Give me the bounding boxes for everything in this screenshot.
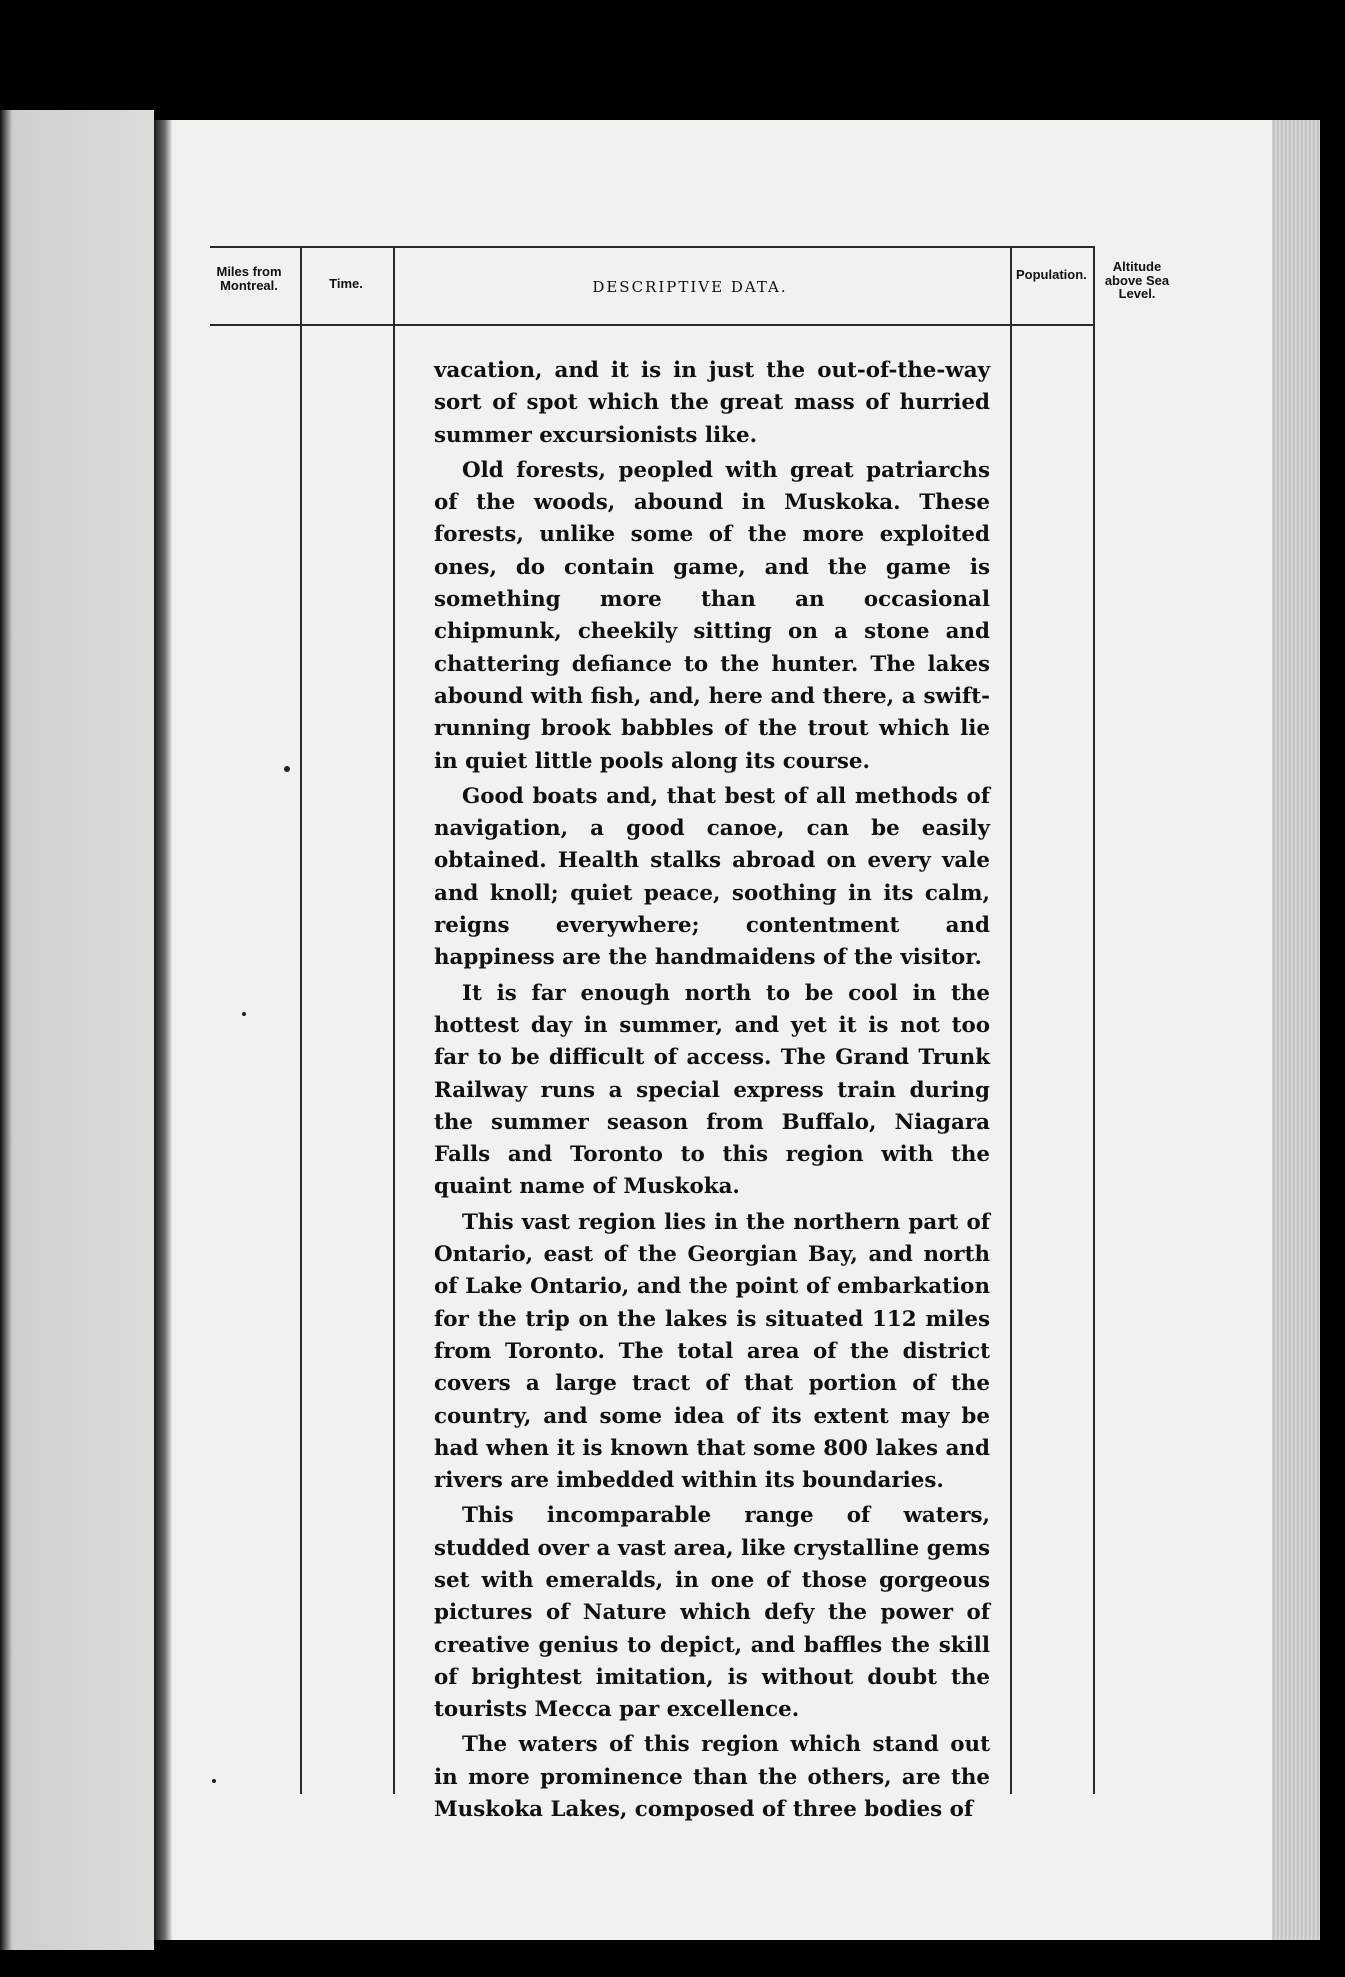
facing-page-edge: [0, 110, 154, 1950]
paragraph: Old forests, peopled with great patriarchs of the woods, abound in Muskoka. These forests, unlike some of the more exploited ones, do contain game, and the game is something more than an occasional chipmunk, cheekily sitting on a stone and chattering defiance to the hunter. The lakes abound with fish, and, here and there, a swift-running brook babbles of the trout which lie in quiet little pools along its course.: [434, 457, 990, 774]
column-divider-time: [300, 246, 302, 1794]
column-divider-population: [1010, 246, 1012, 1794]
header-time: Time.: [329, 276, 363, 291]
column-divider-altitude: [1093, 246, 1095, 1794]
header-bottom-rule: [210, 324, 1094, 326]
header-top-rule: [210, 246, 1094, 248]
paragraph: Good boats and, that best of all methods of navigation, a good canoe, can be easily obtained. Health stalks abroad on every vale and knoll; quiet peace, soothing in its calm, reigns everywhere; contentment and happiness are the handmaidens of the visitor.: [434, 783, 990, 971]
paragraph: This vast region lies in the northern part of Ontario, east of the Georgian Bay, and north of Lake Ontario, and the point of embarkation for the trip on the lakes is situated 112 miles from Toronto. The total area of the district covers a large tract of that portion of the country, and some idea of its extent may be had when it is known that some 800 lakes and rivers are imbedded within its boundaries.: [434, 1209, 990, 1494]
descriptive-text: [434, 355, 990, 1829]
page-stack-edge: [1272, 120, 1320, 1940]
paragraph: vacation, and it is in just the out-of-the-way sort of spot which the great mass of hurried summer excursionists like.: [434, 358, 990, 448]
book-spine: [154, 120, 172, 1940]
margin-mark: [284, 766, 290, 772]
paragraph: The waters of this region which stand out in more prominence than the others, are the Muskoka Lakes, composed of three bodies of: [434, 1732, 990, 1823]
paragraph: This incomparable range of waters, studded over a vast area, like crystalline gems set with emeralds, in one of those gorgeous pictures of Nature which defy the power of creative genius to depict, and baffles the skill of brightest imitation, is without doubt the tourists Mecca par excellence.: [434, 1503, 990, 1723]
margin-mark: [242, 1012, 246, 1016]
header-miles-from-montreal: Miles from Montreal.: [216, 264, 282, 293]
column-divider-descriptive: [393, 246, 395, 1794]
paragraph: It is far enough north to be cool in the hottest day in summer, and yet it is not too far to be difficult of access. The Grand Trunk Railway runs a special express train during the summer season from Buffalo, Niagara Falls and Toronto to this region with the quaint name of Muskoka.: [434, 980, 990, 1200]
margin-mark: [212, 1779, 216, 1783]
header-altitude: Altitude above Sea Level.: [1104, 259, 1170, 302]
header-descriptive-data: DESCRIPTIVE DATA.: [592, 278, 788, 296]
header-population: Population.: [1016, 267, 1087, 282]
